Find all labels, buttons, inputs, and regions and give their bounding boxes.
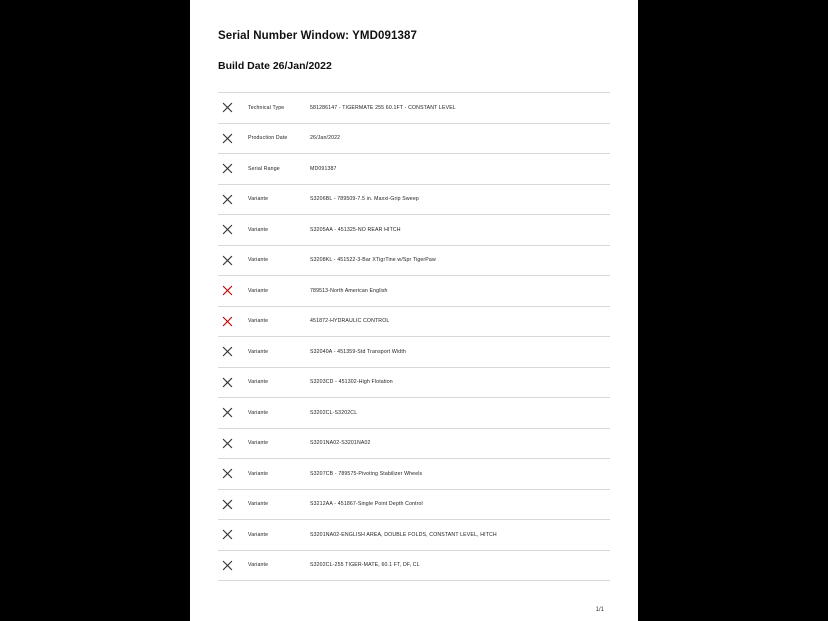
x-mark-icon[interactable] xyxy=(222,102,233,113)
row-value: S3201NA02-S3201NA02 xyxy=(310,440,371,447)
document-body xyxy=(190,0,638,613)
row-label: Production Date xyxy=(248,135,288,142)
table-row xyxy=(218,307,610,338)
row-value: S3212AA - 451867-Single Point Depth Control xyxy=(310,501,423,508)
row-icon-cell xyxy=(218,133,248,144)
row-value: S3202CL-S3202CL xyxy=(310,409,358,416)
row-value: MD091387 xyxy=(310,165,337,172)
x-mark-icon[interactable] xyxy=(222,529,233,540)
row-label: Variante xyxy=(248,348,269,355)
row-value: S3201NA02-ENGLISH AREA, DOUBLE FOLDS, CONSTANT LEVEL, HITCH xyxy=(310,531,497,538)
row-label: Variante xyxy=(248,379,269,386)
table-row xyxy=(218,520,610,551)
x-mark-icon[interactable] xyxy=(222,133,233,144)
row-value: S3207CB - 789575-Pivoting Stabilizer Wheels xyxy=(310,470,423,477)
x-mark-icon[interactable] xyxy=(222,560,233,571)
x-mark-icon[interactable] xyxy=(222,255,233,266)
row-label: Variante xyxy=(248,257,269,264)
row-icon-cell xyxy=(218,560,248,571)
row-value: S3206BL - 789509-7.5 in. Maxxi-Grip Sweep xyxy=(310,196,419,203)
row-value: S3202CL-255 TIGER-MATE, 60.1 FT, DF, CL xyxy=(310,562,420,569)
table-row xyxy=(218,124,610,155)
row-label: Variante xyxy=(248,531,269,538)
table-row xyxy=(218,185,610,216)
x-mark-icon[interactable] xyxy=(222,438,233,449)
row-icon-cell xyxy=(218,499,248,510)
build-date-heading: Build Date 26/Jan/2022 xyxy=(218,60,332,72)
row-icon-cell xyxy=(218,102,248,113)
row-label: Variante xyxy=(248,562,269,569)
table-row xyxy=(218,398,610,429)
row-icon-cell xyxy=(218,255,248,266)
x-mark-icon[interactable] xyxy=(222,346,233,357)
row-value: 581286147 - TIGERMATE 255 60.1FT - CONSTANT LEVEL xyxy=(310,104,456,111)
row-icon-cell xyxy=(218,316,248,327)
page-indicator: 1/1 xyxy=(595,607,604,613)
x-mark-icon[interactable] xyxy=(222,163,233,174)
attribute-table xyxy=(218,92,610,581)
x-mark-icon[interactable] xyxy=(222,316,233,327)
x-mark-icon[interactable] xyxy=(222,224,233,235)
row-icon-cell xyxy=(218,194,248,205)
row-icon-cell xyxy=(218,163,248,174)
table-row xyxy=(218,551,610,582)
row-value: S3203CD - 451302-High Flotation xyxy=(310,379,393,386)
x-mark-icon[interactable] xyxy=(222,407,233,418)
table-row xyxy=(218,429,610,460)
row-icon-cell xyxy=(218,438,248,449)
row-value: 789513-North American English xyxy=(310,287,388,294)
row-icon-cell xyxy=(218,346,248,357)
table-row xyxy=(218,154,610,185)
table-row xyxy=(218,246,610,277)
row-label: Technical Type xyxy=(248,104,285,111)
table-row xyxy=(218,337,610,368)
page-title: Serial Number Window: YMD091387 xyxy=(218,30,417,42)
row-value: S3205AA - 451325-NO REAR HITCH xyxy=(310,226,401,233)
row-icon-cell xyxy=(218,285,248,296)
table-row xyxy=(218,459,610,490)
row-label: Variante xyxy=(248,196,269,203)
row-icon-cell xyxy=(218,407,248,418)
table-row xyxy=(218,276,610,307)
table-row xyxy=(218,93,610,124)
document-page xyxy=(190,0,638,621)
x-mark-icon[interactable] xyxy=(222,194,233,205)
row-label: Variante xyxy=(248,440,269,447)
row-label: Variante xyxy=(248,501,269,508)
row-label: Variante xyxy=(248,409,269,416)
row-label: Serial Range xyxy=(248,165,280,172)
table-row xyxy=(218,368,610,399)
row-icon-cell xyxy=(218,468,248,479)
row-icon-cell xyxy=(218,529,248,540)
row-label: Variante xyxy=(248,287,269,294)
x-mark-icon[interactable] xyxy=(222,468,233,479)
row-value: 451872-HYDRAULIC CONTROL xyxy=(310,318,390,325)
row-value: 26/Jan/2022 xyxy=(310,135,341,142)
x-mark-icon[interactable] xyxy=(222,285,233,296)
row-icon-cell xyxy=(218,224,248,235)
table-row xyxy=(218,490,610,521)
table-row xyxy=(218,215,610,246)
row-value: S3208KL - 451522-3-Bar XTigrTine w/Spr TigerPaw xyxy=(310,257,436,264)
row-label: Variante xyxy=(248,470,269,477)
x-mark-icon[interactable] xyxy=(222,377,233,388)
row-value: S32040A - 451359-Std Transport Width xyxy=(310,348,406,355)
row-icon-cell xyxy=(218,377,248,388)
row-label: Variante xyxy=(248,318,269,325)
row-label: Variante xyxy=(248,226,269,233)
x-mark-icon[interactable] xyxy=(222,499,233,510)
